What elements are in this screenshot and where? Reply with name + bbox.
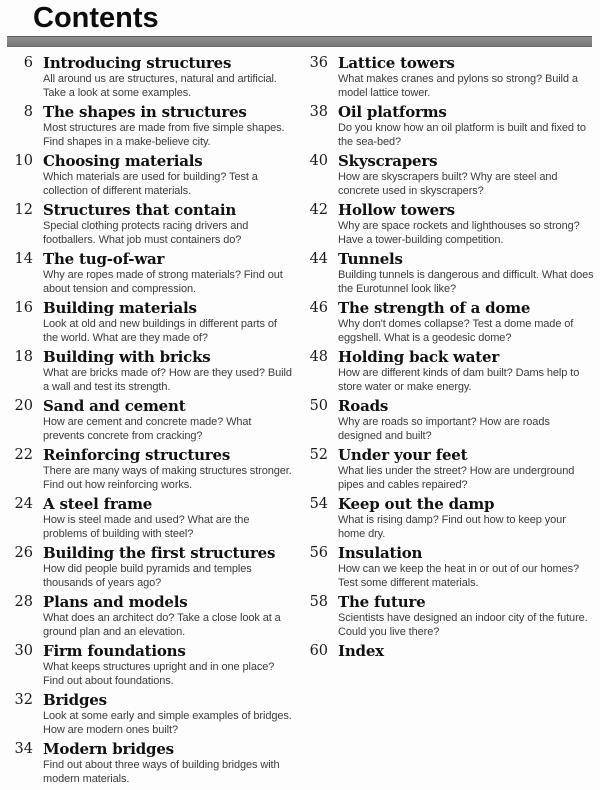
- page-number: 22: [14, 447, 33, 463]
- toc-entry-body: [338, 153, 594, 198]
- page-number: 60: [309, 643, 329, 659]
- chapter-title: A steel frame: [43, 495, 153, 513]
- toc-entry: [303, 496, 594, 541]
- chapter-description: What are bricks made of? How are they used? Build a wall and test its strength.: [43, 367, 292, 393]
- chapter-description: Special clothing protects racing drivers and footballers. What job must containers do?: [43, 220, 249, 246]
- chapter-description: What is rising damp? Find out how to keep your home dry.: [338, 514, 566, 540]
- toc-entry: [8, 692, 293, 737]
- chapter-title: Firm foundations: [43, 642, 186, 660]
- chapter-title: Modern bridges: [43, 740, 174, 758]
- toc-entry-body: [338, 202, 594, 247]
- chapter-description: Building tunnels is dangerous and difficult. What does the Eurotunnel look like?: [338, 269, 594, 295]
- toc-entry-body: [43, 594, 293, 639]
- toc-entry-body: [338, 545, 594, 590]
- chapter-description: Why don't domes collapse? Test a dome made of eggshell. What is a geodesic dome?: [338, 318, 574, 344]
- chapter-title: Skyscrapers: [338, 152, 438, 170]
- toc-entry: [8, 349, 293, 394]
- toc-entry-body: [338, 251, 594, 296]
- page-number: 42: [309, 202, 329, 218]
- toc-entry: [8, 594, 293, 639]
- page-number: 6: [23, 55, 33, 71]
- chapter-description: Scientists have designed an indoor city of the future. Could you live there?: [338, 612, 588, 638]
- chapter-title: Insulation: [338, 544, 423, 562]
- chapter-description: Why are space rockets and lighthouses so strong? Have a tower-building competition.: [338, 220, 580, 246]
- chapter-title: Bridges: [43, 691, 107, 709]
- page-number: 46: [309, 300, 329, 316]
- chapter-title: Index: [338, 642, 384, 660]
- toc-entry-body: [43, 251, 293, 296]
- page-number: 56: [309, 545, 329, 561]
- page-number: 20: [14, 398, 33, 414]
- chapter-description: What keeps structures upright and in one place? Find out about foundations.: [43, 661, 275, 687]
- chapter-title: The tug-of-war: [43, 250, 165, 268]
- toc-entry: [8, 643, 293, 688]
- toc-entry: [303, 153, 594, 198]
- chapter-description: Why are roads so important? How are roads designed and built?: [338, 416, 550, 442]
- chapter-title: Keep out the damp: [338, 495, 495, 513]
- chapter-description: Do you know how an oil platform is built and fixed to the sea-bed?: [338, 122, 586, 148]
- page-number: 12: [14, 202, 33, 218]
- chapter-title: Choosing materials: [43, 152, 203, 170]
- chapter-description: What lies under the street? How are underground pipes and cables repaired?: [338, 465, 575, 491]
- toc-entry: [8, 496, 293, 541]
- chapter-title: Reinforcing structures: [43, 446, 231, 464]
- toc-entry-body: [338, 104, 594, 149]
- toc-entry-body: [338, 349, 594, 394]
- toc-entry: [8, 55, 293, 100]
- toc-entry: [8, 447, 293, 492]
- page-number: 48: [309, 349, 329, 365]
- toc-entry: [303, 104, 594, 149]
- toc-entry-body: [43, 398, 293, 443]
- page-number: 24: [14, 496, 33, 512]
- toc-entry: [303, 251, 594, 296]
- page-number: 54: [309, 496, 329, 512]
- chapter-title: Oil platforms: [338, 103, 447, 121]
- toc-entry-body: [43, 741, 293, 786]
- chapter-description: How are different kinds of dam built? Dams help to store water or make energy.: [338, 367, 580, 393]
- page-number: 34: [14, 741, 33, 757]
- chapter-description: How is steel made and used? What are the problems of building with steel?: [43, 514, 250, 540]
- page-number: 38: [309, 104, 329, 120]
- chapter-title: Hollow towers: [338, 201, 455, 219]
- chapter-description: Look at some early and simple examples of bridges. How are modern ones built?: [43, 710, 292, 736]
- toc-entry-body: [43, 545, 293, 590]
- page-number: 16: [14, 300, 33, 316]
- toc-entry-body: [43, 55, 293, 100]
- chapter-title: Holding back water: [338, 348, 500, 366]
- chapter-description: Find out about three ways of building bridges with modern materials.: [43, 759, 280, 785]
- chapter-title: Tunnels: [338, 250, 403, 268]
- page-number: 50: [309, 398, 329, 414]
- chapter-description: How can we keep the heat in or out of our homes? Test some different materials.: [338, 563, 580, 589]
- toc-entry: [8, 545, 293, 590]
- toc-entry: [303, 594, 594, 639]
- chapter-title: Under your feet: [338, 446, 468, 464]
- toc-column-right: [301, 55, 594, 790]
- toc-entry-body: [43, 692, 293, 737]
- divider-bar: [7, 36, 592, 47]
- toc-entry: [8, 202, 293, 247]
- page-number: 44: [309, 251, 329, 267]
- toc-entry: [303, 447, 594, 492]
- page-number: 58: [309, 594, 329, 610]
- page-number: 40: [309, 153, 329, 169]
- toc-entry: [303, 643, 594, 661]
- page-number: 14: [14, 251, 33, 267]
- toc-entry-body: [43, 349, 293, 394]
- toc-entry: [303, 545, 594, 590]
- chapter-title: Lattice towers: [338, 54, 455, 72]
- chapter-description: All around us are structures, natural and artificial. Take a look at some examples.: [43, 73, 277, 99]
- toc-entry: [303, 300, 594, 345]
- toc-entry: [303, 202, 594, 247]
- toc-entry: [8, 741, 293, 786]
- toc-entry-body: [338, 55, 594, 100]
- chapter-description: What does an architect do? Take a close look at a ground plan and an elevation.: [43, 612, 281, 638]
- toc-entry-body: [43, 447, 293, 492]
- toc-entry-body: [43, 104, 293, 149]
- chapter-description: Which materials are used for building? Test a collection of different materials.: [43, 171, 258, 197]
- chapter-title: Introducing structures: [43, 54, 232, 72]
- toc-entry-body: [43, 300, 293, 345]
- page-number: 18: [14, 349, 33, 365]
- chapter-description: There are many ways of making structures stronger. Find out how reinforcing works.: [43, 465, 292, 491]
- toc-entry-body: [338, 594, 594, 639]
- chapter-title: Building the first structures: [43, 544, 276, 562]
- chapter-description: How are skyscrapers built? Why are steel and concrete used in skyscrapers?: [338, 171, 558, 197]
- toc-entry-body: [43, 496, 293, 541]
- page-number: 10: [14, 153, 33, 169]
- toc-entry-body: [338, 447, 594, 492]
- page-number: 28: [14, 594, 33, 610]
- toc-entry-body: [338, 643, 594, 661]
- chapter-title: The future: [338, 593, 426, 611]
- page-number: 8: [23, 104, 33, 120]
- toc-column-left: [8, 55, 301, 790]
- toc-entry-body: [338, 300, 594, 345]
- toc-entry: [8, 398, 293, 443]
- chapter-title: The strength of a dome: [338, 299, 531, 317]
- toc-entry: [303, 55, 594, 100]
- toc-entry-body: [338, 496, 594, 541]
- chapter-title: Structures that contain: [43, 201, 237, 219]
- chapter-title: Sand and cement: [43, 397, 186, 415]
- toc-entry: [8, 104, 293, 149]
- chapter-description: Most structures are made from five simple shapes. Find shapes in a make-believe city.: [43, 122, 285, 148]
- toc-entry-body: [43, 643, 293, 688]
- page-number: 32: [14, 692, 33, 708]
- toc-entry-body: [43, 202, 293, 247]
- chapter-title: The shapes in structures: [43, 103, 247, 121]
- chapter-description: How did people build pyramids and temples thousands of years ago?: [43, 563, 252, 589]
- toc-entry: [303, 398, 594, 443]
- toc-entry: [8, 153, 293, 198]
- page-number: 36: [309, 55, 329, 71]
- chapter-description: Look at old and new buildings in different parts of the world. What are they made of?: [43, 318, 277, 344]
- toc-entry: [303, 349, 594, 394]
- chapter-title: Roads: [338, 397, 389, 415]
- page-title: Contents: [33, 2, 159, 34]
- toc-entry: [8, 251, 293, 296]
- chapter-description: Why are ropes made of strong materials? Find out about tension and compression.: [43, 269, 283, 295]
- chapter-description: What makes cranes and pylons so strong? Build a model lattice tower.: [338, 73, 578, 99]
- table-of-contents: [0, 47, 600, 790]
- chapter-description: How are cement and concrete made? What prevents concrete from cracking?: [43, 416, 252, 442]
- toc-entry-body: [43, 153, 293, 198]
- chapter-title: Building materials: [43, 299, 197, 317]
- chapter-title: Plans and models: [43, 593, 188, 611]
- toc-entry: [8, 300, 293, 345]
- page-number: 30: [14, 643, 33, 659]
- page-number: 52: [309, 447, 329, 463]
- chapter-title: Building with bricks: [43, 348, 211, 366]
- page-number: 26: [14, 545, 33, 561]
- toc-entry-body: [338, 398, 594, 443]
